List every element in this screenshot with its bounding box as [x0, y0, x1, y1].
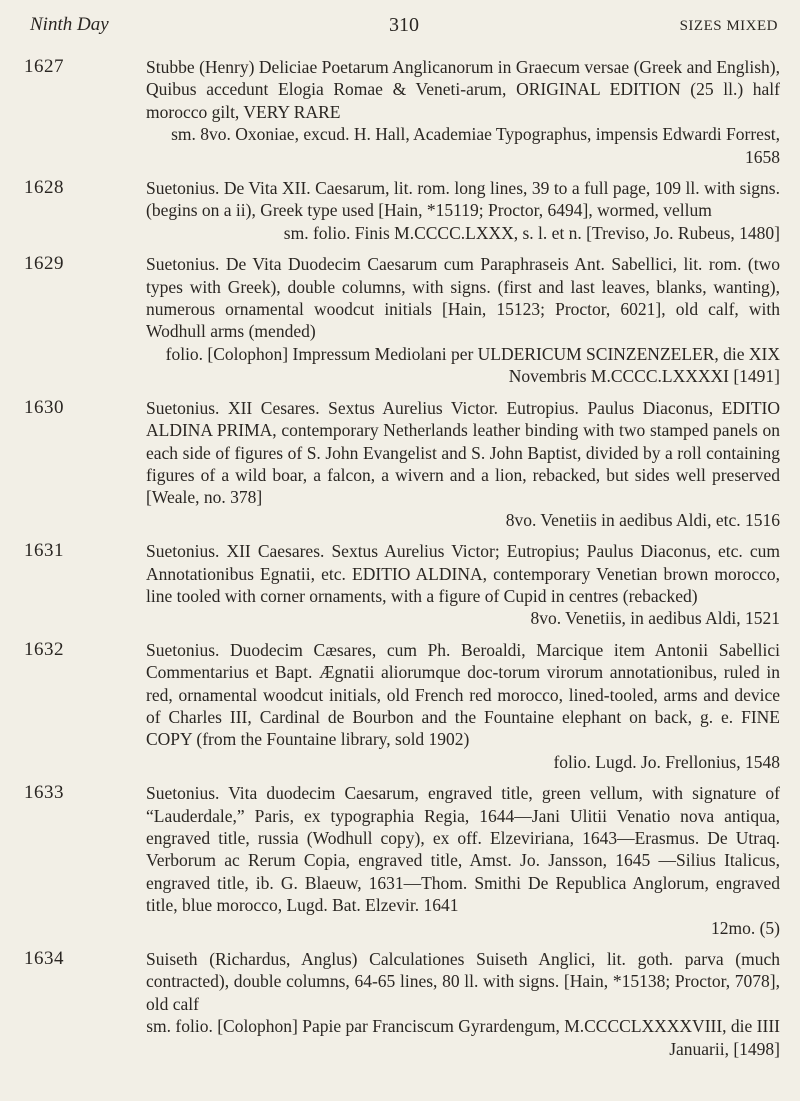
running-header: [30, 14, 778, 44]
lot-text: Suetonius. De Vita Duodecim Caesarum cum Paraphraseis Ant. Sabellici, lit. rom. (two types with Greek), double columns, with signs. (first and last leaves, blanks, wanting), numerous ornamental woodcut initials [Hain, 15123; Proctor, 6021], old calf, with Wodhull arms (mended): [146, 254, 780, 342]
lot-number: 1630: [24, 396, 64, 418]
lot-entry: [24, 397, 780, 531]
lot-text: Stubbe (Henry) Deliciae Poetarum Anglicanorum in Graecum versae (Greek and English), Quibus accedunt Elogia Romae & Veneti-arum, ORIGINAL EDITION (25 ll.) half morocco gilt, VERY RARE: [146, 57, 780, 122]
lot-list: [24, 56, 780, 1069]
lot-number: 1634: [24, 948, 64, 970]
lot-description: [146, 639, 780, 773]
lot-entry: [24, 56, 780, 168]
lot-text: Suetonius. XII Caesares. Sextus Aurelius Victor; Eutropius; Paulus Diaconus, etc. cum Annotationibus Egnatii, etc. EDITIO ALDINA, contemporary Venetian brown morocco, line tooled with corner ornaments, with a figure of Cupid in centres (rebacked): [146, 541, 780, 606]
lot-description: [146, 540, 780, 630]
lot-description: [146, 177, 780, 244]
lot-entry: [24, 948, 780, 1060]
lot-description: [146, 782, 780, 939]
lot-imprint: 8vo. Venetiis in aedibus Aldi, etc. 1516: [505, 509, 780, 530]
lot-description: [146, 253, 780, 387]
lot-entry: [24, 253, 780, 387]
lot-imprint: folio. Lugd. Jo. Frellonius, 1548: [553, 751, 780, 772]
lot-imprint: folio. [Colophon] Impressum Mediolani per ULDERICUM SCINZENZELER, die XIX Novembris M.CCCC.LXXXXI [1491]: [165, 343, 780, 387]
lot-description: [146, 948, 780, 1060]
lot-description: [146, 56, 780, 168]
lot-imprint: sm. 8vo. Oxoniae, excud. H. Hall, Academiae Typographus, impensis Edwardi Forrest, 1658: [171, 124, 780, 167]
lot-imprint: 12mo. (5): [710, 917, 780, 938]
lot-entry: [24, 177, 780, 244]
lot-imprint: sm. folio. [Colophon] Papie par Franciscum Gyrardengum, M.CCCCLXXXXVIII, die IIII Januarii, [1498]: [146, 1016, 780, 1059]
lot-text: Suetonius. Duodecim Cæsares, cum Ph. Beroaldi, Marcique item Antonii Sabellici Commentarius et Bapt. Ægnatii aliorumque doc-torum virorum annotationibus, ruled in red, ornamental woodcut initials, old French red morocco, lined-tooled, arms and device of Charles III, Cardinal de Bourbon and the Fountaine elephant on back, g. e. FINE COPY (from the Fountaine library, sold 1902): [146, 639, 780, 750]
lot-number: 1633: [24, 782, 64, 804]
lot-text: Suetonius. XII Cesares. Sextus Aurelius Victor. Eutropius. Paulus Diaconus, EDITIO ALDINA PRIMA, contemporary Netherlands leather binding with two stamped panels on each side of figures of S. John Evangelist and S. John Baptist, divided by a roll containing figures of a wild boar, a falcon, a wivern and a lion, rebacked, but sides well preserved [Weale, no. 378]: [146, 397, 780, 508]
lot-number: 1627: [24, 56, 64, 77]
lot-number: 1628: [24, 177, 64, 199]
lot-description: [146, 397, 780, 531]
lot-entry: [24, 782, 780, 939]
page-number: 310: [389, 14, 419, 36]
lot-text: Suiseth (Richardus, Anglus) Calculationes Suiseth Anglici, lit. goth. parva (much contracted), double columns, 64-65 lines, 80 ll. with signs. [Hain, *15138; Proctor, 7078], old calf: [146, 949, 780, 1014]
lot-number: 1629: [24, 253, 64, 275]
lot-imprint: 8vo. Venetiis, in aedibus Aldi, 1521: [530, 608, 780, 629]
day-heading: Ninth Day: [30, 14, 109, 35]
lot-text: Suetonius. Vita duodecim Caesarum, engraved title, green vellum, with signature of “Lauderdale,” Paris, ex typographia Regia, 1644—Jani Ulitii Venatio nova antiqua, engraved title, russia (Wodhull copy), ex off. Elzeviriana, 1643—Erasmus. De Utraq. Verborum ac Rerum Copia, engraved title, Amst. Jo. Jansson, 1645 —Silius Italicus, engraved title, ib. G. Blaeuw, 1631—Thom. Smithi De Republica Anglorum, engraved title, blue morocco, Lugd. Bat. Elzevir. 1641: [146, 783, 780, 916]
lot-imprint: sm. folio. Finis M.CCCC.LXXX, s. l. et n. [Treviso, Jo. Rubeus, 1480]: [283, 222, 780, 243]
lot-entry: [24, 639, 780, 773]
lot-number: 1632: [24, 638, 64, 660]
section-heading: SIZES MIXED: [679, 18, 778, 34]
lot-text: Suetonius. De Vita XII. Caesarum, lit. rom. long lines, 39 to a full page, 109 ll. with signs. (begins on a ii), Greek type used [Hain, *15119; Proctor, 6494], wormed, vellum: [146, 178, 780, 221]
lot-number: 1631: [24, 540, 64, 562]
lot-entry: [24, 540, 780, 630]
